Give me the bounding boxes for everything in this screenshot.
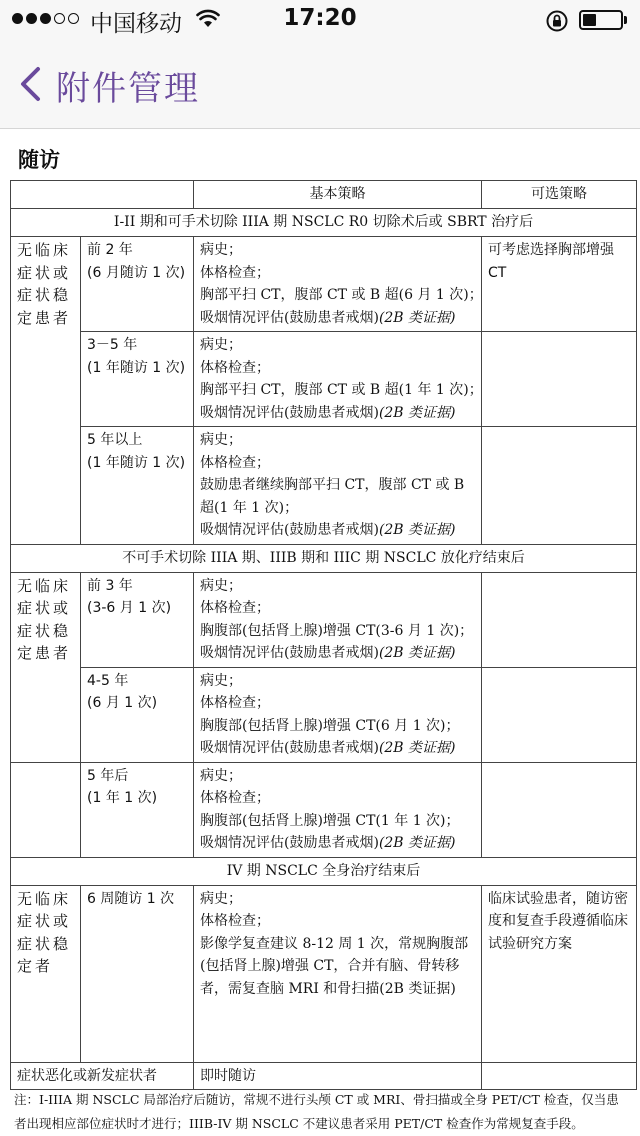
clock: 17:20	[283, 5, 357, 31]
basic-item: 胸部平扫 CT，腹部 CT 或 B 超(1 年 1 次)；	[200, 382, 483, 398]
patient-group: 无临床症状或症状稳定患者	[11, 237, 81, 545]
optional-strategy-cell	[482, 427, 637, 545]
smoking-item	[200, 307, 475, 330]
evidence-level: (2B 类证据)	[378, 309, 456, 326]
table-row	[11, 1062, 637, 1090]
block-title: I-II 期和可手术切除 IIIA 期 NSCLC R0 切除术后或 SBRT 治疗后	[11, 209, 637, 237]
basic-strategy-cell	[194, 762, 482, 857]
basic-strategy-cell	[194, 572, 482, 667]
basic-item: 病史；	[200, 242, 242, 258]
basic-item: 病史；	[200, 890, 242, 907]
patient-group: 无临床症状或症状稳定患者	[11, 572, 81, 762]
evidence-level: (2B 类证据)	[378, 522, 456, 538]
period-frequency: (6 月 1 次)	[87, 695, 158, 711]
basic-item: 病史；	[200, 432, 242, 448]
final-row-label: 症状恶化或新发症状者	[11, 1062, 194, 1090]
smoking-item	[200, 402, 475, 425]
period-cell	[81, 332, 194, 427]
final-row-optional	[482, 1062, 637, 1090]
table-row	[11, 667, 637, 762]
period-cell	[81, 427, 194, 545]
basic-strategy-cell	[194, 332, 482, 427]
smoking-text: 吸烟情况评估(鼓励患者戒烟)	[200, 645, 379, 661]
table-row	[11, 332, 637, 427]
table-row	[11, 237, 637, 332]
period-frequency: (1 年 1 次)	[87, 790, 158, 806]
navigation-bar	[0, 50, 640, 120]
optional-strategy-cell	[482, 572, 637, 667]
basic-item: 胸腹部(包括肾上腺)增强 CT(3-6 月 1 次)；	[200, 622, 474, 639]
top-bar	[0, 0, 640, 129]
period-label: 5 年后	[87, 767, 129, 784]
basic-item: 胸腹部(包括肾上腺)增强 CT(1 年 1 次)；	[200, 812, 460, 829]
optional-strategy-cell	[482, 762, 637, 857]
block-title: IV 期 NSCLC 全身治疗结束后	[11, 857, 637, 885]
period-label: 6 周随访 1 次	[87, 890, 175, 907]
basic-item: 体格检查；	[200, 359, 270, 376]
basic-strategy-cell	[194, 427, 482, 545]
basic-item: 病史；	[200, 767, 242, 784]
period-label: 前 2 年	[87, 242, 133, 258]
basic-item: 鼓励患者继续胸部平扫 CT，腹部 CT 或 B 超(1 年 1 次)；	[200, 477, 465, 516]
basic-item: 胸部平扫 CT，腹部 CT 或 B 超(6 月 1 次)；	[200, 287, 483, 303]
period-cell	[81, 667, 194, 762]
final-row-basic: 即时随访	[194, 1062, 482, 1090]
optional-strategy-cell: 可考虑选择胸部增强 CT	[482, 237, 637, 332]
evidence-level: (2B 类证据)	[378, 835, 456, 851]
basic-item: 体格检查；	[200, 913, 270, 929]
block-title-row	[11, 857, 637, 885]
basic-item: 体格检查；	[200, 454, 270, 471]
evidence-level: (2B 类证据)	[378, 740, 456, 756]
basic-item: 体格检查；	[200, 790, 270, 806]
optional-strategy-cell: 临床试验患者，随访密度和复查手段遵循临床试验研究方案	[482, 885, 637, 1062]
period-frequency: (1 年随访 1 次)	[87, 359, 186, 376]
patient-group-empty	[11, 762, 81, 857]
basic-item: 影像学复查建议 8-12 周 1 次，常规胸腹部(包括肾上腺)增强 CT，合并有脑、骨转移者，需复查脑 MRI 和骨扫描(2B 类证据)	[200, 935, 469, 997]
basic-item: 体格检查；	[200, 264, 270, 281]
optional-strategy-cell	[482, 667, 637, 762]
table-row	[11, 762, 637, 857]
period-cell	[81, 237, 194, 332]
period-label: 3－5 年	[87, 337, 138, 353]
basic-item: 病史；	[200, 672, 242, 689]
patient-group: 无临床症状或症状稳定者	[11, 885, 81, 1062]
smoking-text: 吸烟情况评估(鼓励患者戒烟)	[200, 404, 379, 421]
followup-table	[10, 180, 637, 1090]
carrier-name: 中国移动	[90, 11, 182, 37]
period-frequency: (3-6 月 1 次)	[87, 600, 172, 616]
battery-level	[583, 14, 596, 26]
period-frequency: (6 月随访 1 次)	[87, 264, 186, 281]
smoking-text: 吸烟情况评估(鼓励患者戒烟)	[200, 740, 379, 756]
basic-strategy-cell	[194, 885, 482, 1062]
optional-strategy-cell	[482, 332, 637, 427]
smoking-text: 吸烟情况评估(鼓励患者戒烟)	[200, 835, 379, 851]
table-header-row	[11, 181, 637, 209]
block-title-row	[11, 544, 637, 572]
smoking-item	[200, 519, 475, 542]
period-cell	[81, 762, 194, 857]
table-row	[11, 427, 637, 545]
header-cell	[11, 181, 194, 209]
basic-item: 胸腹部(包括肾上腺)增强 CT(6 月 1 次)；	[200, 717, 460, 734]
smoking-item	[200, 832, 475, 855]
battery-icon	[579, 10, 623, 30]
evidence-level: (2B 类证据)	[378, 645, 456, 661]
status-bar	[0, 0, 640, 40]
basic-item: 病史；	[200, 337, 242, 353]
smoking-text: 吸烟情况评估(鼓励患者戒烟)	[200, 309, 379, 326]
block-title: 不可手术切除 IIIA 期、IIIB 期和 IIIC 期 NSCLC 放化疗结束后	[11, 544, 637, 572]
nav-title[interactable]: 附件管理	[56, 69, 200, 109]
footnote: 注：I-IIIA 期 NSCLC 局部治疗后随访，常规不进行头颅 CT 或 MRI、骨扫描或全身 PET/CT 检查，仅当患者出现相应部位症状时才进行；IIIB-IV 期 NSCLC 不建议患者采用 PET/CT 检查作为常规复查手段。	[14, 1092, 619, 1131]
table-row	[11, 885, 637, 1062]
smoking-item	[200, 642, 475, 665]
period-cell	[81, 885, 194, 1062]
section-title: 随访	[18, 148, 60, 172]
period-label: 5 年以上	[87, 432, 143, 448]
period-cell	[81, 572, 194, 667]
rotation-lock-icon	[545, 9, 569, 37]
basic-item: 病史；	[200, 577, 242, 594]
table-row	[11, 572, 637, 667]
basic-strategy-cell	[194, 667, 482, 762]
period-label: 前 3 年	[87, 577, 133, 594]
header-cell: 可选策略	[482, 181, 637, 209]
block-title-row	[11, 209, 637, 237]
smoking-item	[200, 737, 475, 760]
evidence-level: (2B 类证据)	[378, 404, 456, 421]
back-chevron-icon[interactable]	[16, 64, 46, 104]
header-cell: 基本策略	[194, 181, 482, 209]
period-label: 4-5 年	[87, 672, 129, 689]
basic-item: 体格检查；	[200, 695, 270, 711]
period-frequency: (1 年随访 1 次)	[87, 454, 186, 471]
battery-cap	[624, 16, 627, 24]
basic-strategy-cell	[194, 237, 482, 332]
smoking-text: 吸烟情况评估(鼓励患者戒烟)	[200, 522, 379, 538]
basic-item: 体格检查；	[200, 600, 270, 616]
